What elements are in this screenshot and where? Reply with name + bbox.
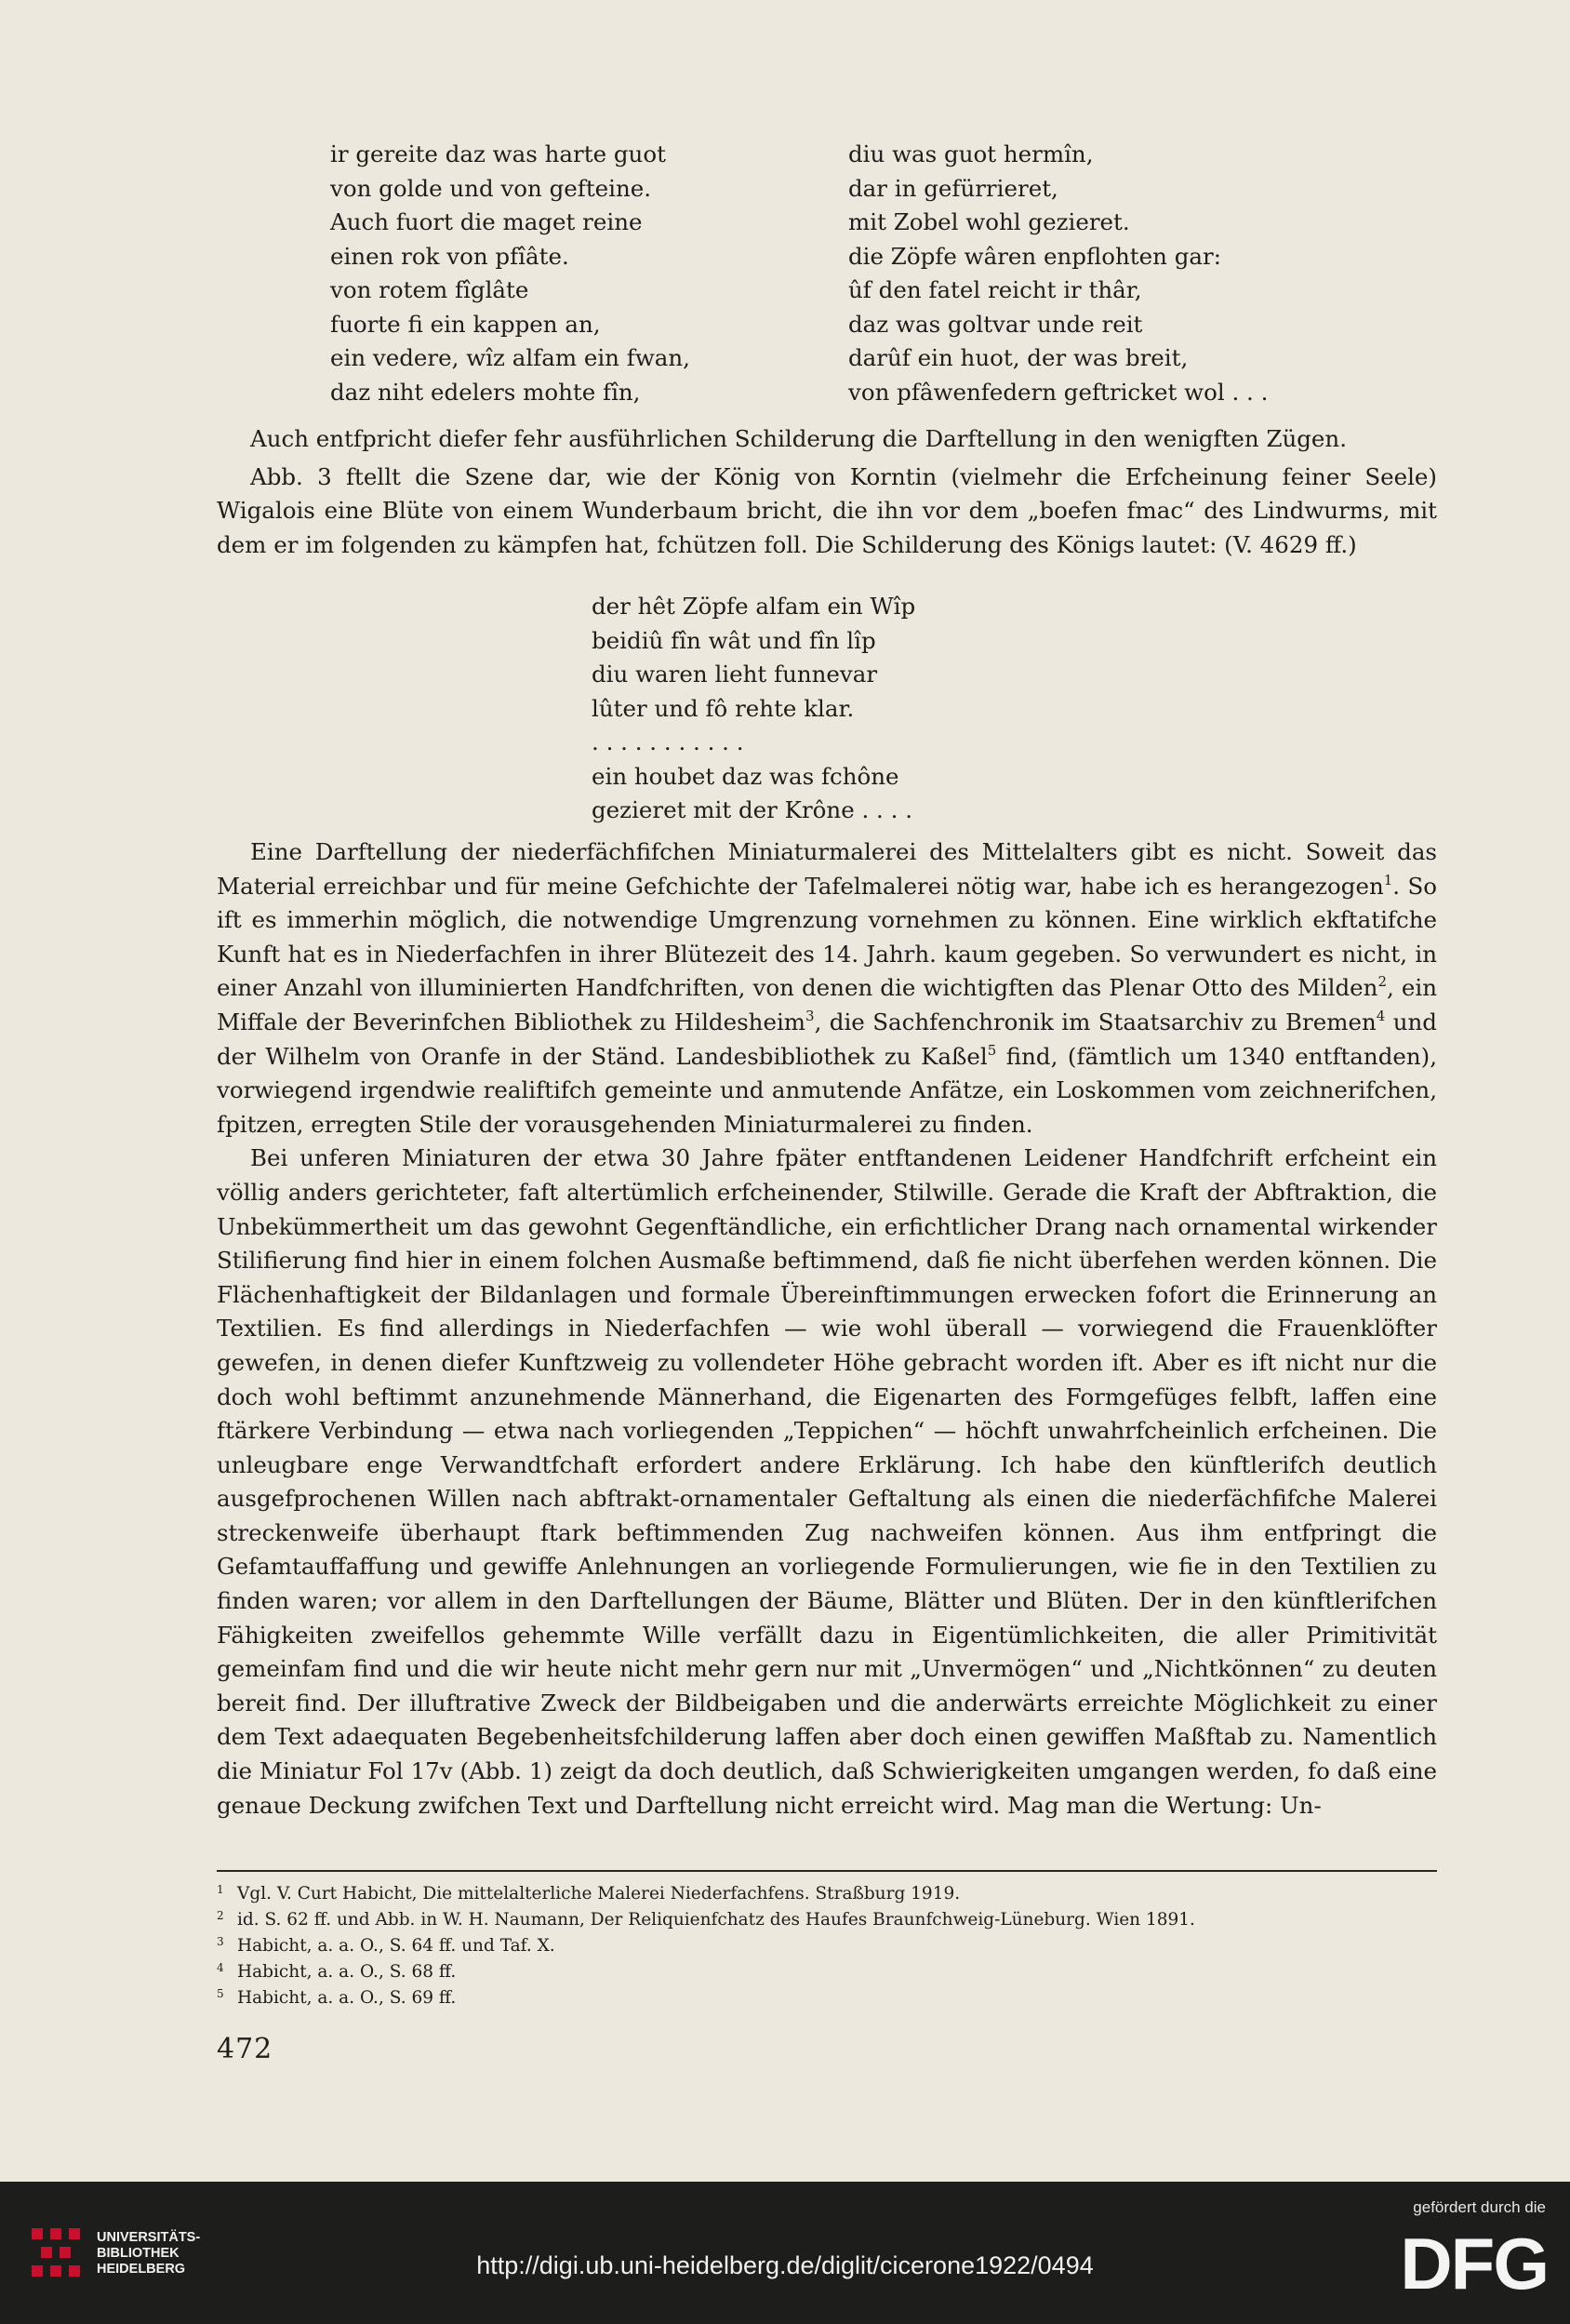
footnote: 4 Habicht, a. a. O., S. 68 ff. [217,1961,457,1982]
source-url-link[interactable]: http://digi.ub.uni-heidelberg.de/diglit/cicerone1922/0494 [476,2251,1094,2279]
paragraph-abb3: Abb. 3 ftellt die Szene dar, wie der König von Korntin (vielmehr die Erfcheinung feiner Seele) Wigalois eine Blüte von einem Wunderbaum bricht, die ihn vor dem „boefen fmac“ des Lindwurms, mit dem er im folgenden zu kämpfen hat, fchützen foll. Die Schilderung des Königs lautet: (V. 4629 ff.) [217,462,1437,558]
verse-line: fuorte fi ein kappen an, [330,310,601,338]
footnote-divider [217,1870,1437,1872]
verse-right-column [848,138,1268,409]
footnote-ref[interactable]: 3 [805,1007,815,1024]
paragraph-1 [217,835,1437,1142]
verse-left-column [330,138,690,409]
footnote-text: id. S. 62 ff. und Abb. in W. H. Naumann, Der Reliquienfchatz des Haufes Braunfchweig-Lüneburg. Wien 1891. [237,1910,1195,1930]
footnotes [217,1881,1437,2011]
verse-line: von pfâwenfedern geftricket wol . . . [848,378,1269,406]
footnote-ref[interactable]: 1 [1383,871,1393,888]
verse-line: ein houbet daz was fchône [592,762,899,790]
verse-line: diu was guot hermîn, [848,140,1094,167]
verse-line: von golde und von gefteine. [330,174,652,202]
paragraph-intro: Auch entfpricht diefer fehr ausführlichen Schilderung die Darftellung in den wenigften Zügen. [250,425,1347,452]
university-name-line: HEIDELBERG [97,2262,186,2277]
footnote: 2 id. S. 62 ff. und Abb. in W. H. Naumann, Der Reliquienfchatz des Haufes Braunfchweig-Lüneburg. Wien 1891. [217,1909,1195,1930]
verse-line: gezieret mit der Krône . . . . [592,796,912,823]
text-run: find, (fämtlich um 1340 entftanden), vorwiegend irgendwie realiftifch gemeinte und anmutende Anfätze, ein Loskommen vom zeichnerifchen, fpitzen, erregten Stile der vorausgehenden Miniaturmalerei zu finden. [217,1042,1438,1138]
funding-note: gefördert durch die [1413,2198,1546,2216]
footnote-text: Habicht, a. a. O., S. 68 ff. [237,1962,457,1982]
text-run: , ein Miffale der Beverinfchen Bibliothek zu Hildesheim [217,974,1437,1035]
footnote: 3 Habicht, a. a. O., S. 64 ff. und Taf. X. [217,1935,555,1956]
verse-king-description [592,590,915,828]
verse-line: diu waren lieht funnevar [592,661,878,688]
verse-line: daz was goltvar unde reit [848,310,1143,338]
verse-line: die Zöpfe wâren enpflohten gar: [848,242,1221,270]
footnote-ref[interactable]: 5 [987,1041,997,1059]
main-body [217,835,1437,1823]
verse-line: lûter und fô rehte klar. [592,694,855,722]
verse-line: ein vedere, wîz alfam ein fwan, [330,344,690,371]
university-name-line: BIBLIOTHEK [97,2246,180,2261]
university-name-line: UNIVERSITÄTS- [97,2230,201,2245]
verse-line: Auch fuort die maget reine [330,208,643,235]
verse-line: . . . . . . . . . . . [592,728,744,755]
text-run: und der Wilhelm von Oranfe in der Ständ. Landesbibliothek zu Kaßel [217,1008,1437,1070]
text-run: , die Sachfenchronik im Staatsarchiv zu Bremen [814,1008,1377,1035]
verse-line: dar in gefürrieret, [848,174,1058,202]
text-run: Eine Darftellung der niederfächfifchen Miniaturmalerei des Mittelalters gibt es nicht. Soweit das Material erreichbar und für meine Gefchichte der Tafelmalerei nötig war, habe ich es herangezogen [217,838,1437,900]
intro-paragraphs [217,422,1437,562]
footnote: 5 Habicht, a. a. O., S. 69 ff. [217,1987,457,2008]
paragraph-2: Bei unferen Miniaturen der etwa 30 Jahre fpäter entftandenen Leidener Handfchrift erfcheint ein völlig anders gerichteter, faft altertümlich erfcheinender, Stilwille. Gerade die Kraft der Abftraktion, die Unbekümmertheit um das gewohnt Gegenftändliche, ein erfichtlicher Drang nach ornamental wirkender Stilifierung find hier in einem folchen Ausmaße beftimmend, daß fie nicht überfehen werden können. Die Flächenhaftigkeit der Bildanlagen und formale Übereinftimmungen erwecken fofort die Erinnerung an Textilien. Es find allerdings in Niederfachfen — wie wohl überall — vorwiegend die Frauenklöfter gewefen, in denen diefer Kunftzweig zu vollendeter Höhe gebracht worden ift. Aber es ift nicht nur die doch wohl beftimmt anzunehmende Männerhand, die Eigenarten des Formgefüges felbft, laffen eine ftärkere Verbindung — etwa nach vorliegenden „Teppichen“ — höchft unwahrfcheinlich erfcheinen. Die unleugbare enge Verwandtfchaft erfordert andere Erklärung. Ich habe den künftlerifch deutlich ausgefprochenen Willen nach abftrakt-ornamentaler Geftaltung als einen die niederfächfifche Malerei streckenweife überhaupt ftark beftimmenden Zug nachweifen können. Aus ihm entfpringt die Gefamtauffaffung und gewiffe Anlehnungen an vorliegende Formulierungen, wie fie in den Textilien zu finden waren; vor allem in den Darftellungen der Bäume, Blätter und Blüten. Der in den künftlerifchen Fähigkeiten zweifellos gehemmte Wille verfällt dazu in Eigentümlichkeiten, die aller Primitivität gemeinfam find und die wir heute nicht mehr gern nur mit „Unvermögen“ und „Nichtkönnen“ zu deuten bereit find. Der illuftrative Zweck der Bildbeigaben und die anderwärts erreichte Möglichkeit zu einer dem Text adaequaten Begebenheitsfchilderung laffen aber doch einen gewiffen Maßftab zu. Namentlich die Miniatur Fol 17v (Abb. 1) zeigt da doch deutlich, daß Schwierigkeiten umgangen werden, fo daß eine genaue Deckung zwifchen Text und Darftellung nicht erreicht wird. Mag man die Wertung: Un- [217,1144,1437,1819]
show-through-ghost [930,688,948,754]
verse-line: mit Zobel wohl gezieret. [848,208,1130,235]
verse-line: ûf den fatel reicht ir thâr, [848,276,1142,303]
verse-line: ir gereite daz was harte guot [330,140,666,167]
footnote-text: Habicht, a. a. O., S. 64 ff. und Taf. X. [237,1936,555,1956]
footnote-text: Vgl. V. Curt Habicht, Die mittelalterliche Malerei Niederfachfens. Straßburg 1919. [237,1884,961,1903]
page-number: 472 [217,2033,273,2065]
verse-line: daz niht edelers mohte fîn, [330,378,641,406]
dfg-logo[interactable]: DFG [1400,2223,1548,2304]
verse-line: darûf ein huot, der was breit, [848,344,1189,371]
footnote-ref[interactable]: 4 [1376,1007,1386,1024]
verse-line: einen rok von pfîâte. [330,242,569,270]
verse-line: der hêt Zöpfe alfam ein Wîp [592,593,916,620]
verse-line: beidiû fîn wât und fîn lîp [592,626,876,654]
text-run: . So ift es immerhin möglich, die notwendige Umgrenzung vornehmen zu können. Eine wirklich ekftatifche Kunft hat es in Niederfachfen in ihrer Blütezeit des 14. Jahrh. kaum gegeben. So verwundert es nicht, in einer Anzahl von illuminierten Handfchriften, von denen die wichtigften das Plenar Otto des Milden [217,872,1437,1002]
footnote: 1 Vgl. V. Curt Habicht, Die mittelalterliche Malerei Niederfachfens. Straßburg 1919. [217,1883,961,1903]
footnote-ref[interactable]: 2 [1377,973,1387,991]
footnote-text: Habicht, a. a. O., S. 69 ff. [237,1988,457,2008]
verse-line: von rotem fîglâte [330,276,529,303]
